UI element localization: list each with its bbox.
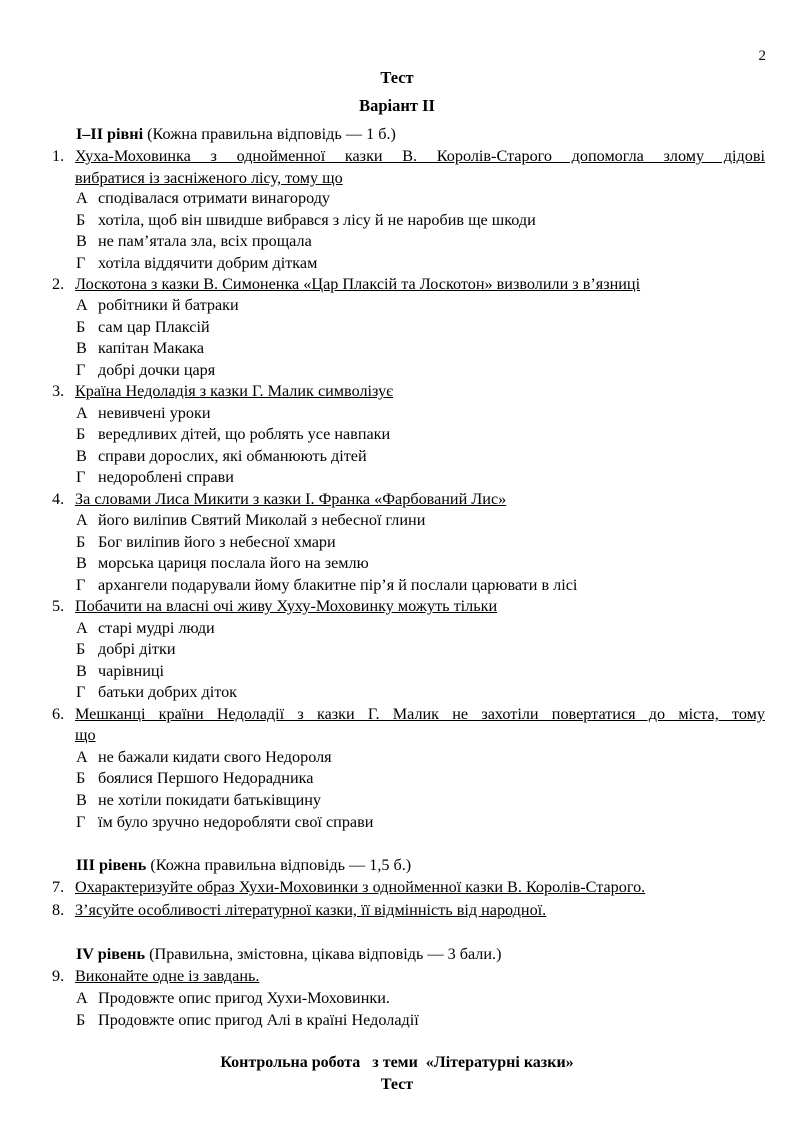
- question-text-continued: вибратися із засніженого лісу, тому що: [75, 169, 343, 187]
- section-heading: Контрольна робота з теми «Літературні казки»: [220, 1054, 574, 1071]
- option-letter: А: [76, 296, 88, 314]
- option-letter: Б: [76, 640, 86, 658]
- option-text: капітан Макака: [98, 339, 205, 357]
- option: [76, 447, 367, 466]
- question-text: Лоскотона з казки В. Симоненка «Цар Плаксій та Лоскотон» визволили з в’язниці: [75, 275, 641, 293]
- option-text: сам цар Плаксій: [98, 318, 210, 336]
- question-text: Країна Недоладія з казки Г. Малик символізує: [75, 382, 394, 400]
- option-letter: Б: [76, 211, 86, 229]
- level-note: (Правильна, змістовна, цікава відповідь — 3 бали.): [145, 945, 502, 963]
- option-text: добрі дітки: [98, 640, 176, 658]
- option-letter: Г: [76, 576, 86, 594]
- level-heading-1-2: [76, 125, 396, 144]
- option: [76, 769, 313, 788]
- option: [76, 189, 330, 208]
- question-text: Мешканці країни Недоладії з казки Г. Малик не захотіли повертатися до міста, тому: [75, 705, 765, 723]
- option-text: архангели подарували йому блакитне пір’я й послали царювати в лісі: [98, 576, 578, 594]
- option-letter: В: [76, 232, 87, 250]
- option: [76, 748, 332, 767]
- option-letter: Г: [76, 361, 86, 379]
- option: [76, 989, 390, 1008]
- option: [76, 339, 204, 358]
- level-note: (Кожна правильна відповідь — 1,5 б.): [146, 856, 412, 874]
- option-letter: Г: [76, 254, 86, 272]
- option-text: не бажали кидати свого Недороля: [98, 748, 332, 766]
- option: [76, 232, 312, 251]
- option-text: вередливих дітей, що роблять усе навпаки: [98, 425, 391, 443]
- option: [76, 533, 336, 552]
- option-letter: В: [76, 447, 87, 465]
- option-letter: Г: [76, 683, 86, 701]
- question-number: 2.: [52, 275, 65, 293]
- option: [76, 813, 373, 832]
- level-heading-4: [76, 945, 502, 964]
- option-letter: Г: [76, 813, 86, 831]
- option-text: справи дорослих, які обманюють дітей: [98, 447, 367, 465]
- option-text: морська цариця послала його на землю: [98, 554, 369, 572]
- question-text-continued: що: [75, 726, 96, 744]
- option-text: старі мудрі люди: [98, 619, 215, 637]
- option: [76, 511, 425, 530]
- page-title: Тест: [380, 68, 414, 87]
- level-heading-3: [76, 856, 411, 875]
- option-letter: Б: [76, 769, 86, 787]
- option: [76, 361, 215, 380]
- option-text: хотіла, щоб він швидше вибрався з лісу й не наробив ще шкоди: [98, 211, 536, 229]
- option: [76, 683, 237, 702]
- option-letter: В: [76, 662, 87, 680]
- option-text: сподівалася отримати винагороду: [98, 189, 331, 207]
- level-note: (Кожна правильна відповідь — 1 б.): [143, 125, 396, 143]
- option-text: боялися Першого Недорадника: [98, 769, 314, 787]
- question-number: 8.: [52, 901, 65, 919]
- option-text: їм було зручно недоробляти свої справи: [98, 813, 374, 831]
- option-letter: Б: [76, 533, 86, 551]
- question-number: 9.: [52, 967, 65, 985]
- question-text: Хуха-Моховинка з однойменної казки В. Королів-Старого допомогла злому дідові: [75, 147, 765, 165]
- option-text: не пам’ятала зла, всіх прощала: [98, 232, 312, 250]
- option-letter: В: [76, 339, 87, 357]
- option: [76, 254, 317, 273]
- level-name: І–ІІ рівні: [76, 125, 144, 143]
- question-number: 7.: [52, 878, 65, 896]
- option-letter: А: [76, 619, 88, 637]
- option: [76, 404, 211, 423]
- option-text: недороблені справи: [98, 468, 234, 486]
- option-letter: А: [76, 989, 88, 1007]
- option: [76, 791, 321, 810]
- level-name: ІV рівень: [76, 945, 146, 963]
- option-letter: А: [76, 189, 88, 207]
- question-text: Охарактеризуйте образ Хухи-Моховинки з однойменної казки В. Королів-Старого.: [75, 878, 646, 896]
- option: [76, 1011, 419, 1030]
- option-text: Бог виліпив його з небесної хмари: [98, 533, 336, 551]
- option-text: робітники й батраки: [98, 296, 239, 314]
- question-text: Побачити на власні очі живу Хуху-Моховинку можуть тільки: [75, 597, 498, 615]
- section-subheading: Тест: [380, 1076, 414, 1093]
- option-text: чарівниці: [98, 662, 165, 680]
- option: [76, 296, 239, 315]
- option-text: Продовжте опис пригод Хухи-Моховинки.: [98, 989, 390, 1007]
- option-letter: А: [76, 748, 88, 766]
- option: [76, 318, 210, 337]
- option: [76, 662, 164, 681]
- option: [76, 640, 176, 659]
- option-letter: В: [76, 791, 87, 809]
- option: [76, 211, 536, 230]
- option-text: добрі дочки царя: [98, 361, 216, 379]
- question-number: 6.: [52, 705, 65, 723]
- option-letter: Б: [76, 318, 86, 336]
- option-letter: А: [76, 511, 88, 529]
- option-letter: В: [76, 554, 87, 572]
- option-text: батьки добрих діток: [98, 683, 238, 701]
- option-text: хотіла віддячити добрим діткам: [98, 254, 318, 272]
- option: [76, 425, 390, 444]
- page-number: 2: [758, 48, 766, 64]
- variant-title: Варіант ІІ: [359, 96, 435, 115]
- option-letter: А: [76, 404, 88, 422]
- option: [76, 554, 369, 573]
- option: [76, 619, 215, 638]
- question-number: 3.: [52, 382, 65, 400]
- option-letter: Б: [76, 1011, 86, 1029]
- question-text: Виконайте одне із завдань.: [75, 967, 260, 985]
- question-number: 4.: [52, 490, 65, 508]
- option-text: невивчені уроки: [98, 404, 211, 422]
- option-text: Продовжте опис пригод Алі в країні Недоладії: [98, 1011, 419, 1029]
- question-text: З’ясуйте особливості літературної казки, її відмінність від народної.: [75, 901, 547, 919]
- question-number: 5.: [52, 597, 65, 615]
- option: [76, 468, 234, 487]
- question-number: 1.: [52, 147, 65, 165]
- option-text: його виліпив Святий Миколай з небесної глини: [98, 511, 426, 529]
- option: [76, 576, 577, 595]
- option-letter: Б: [76, 425, 86, 443]
- option-letter: Г: [76, 468, 86, 486]
- option-text: не хотіли покидати батьківщину: [98, 791, 322, 809]
- question-text: За словами Лиса Микити з казки І. Франка «Фарбований Лис»: [75, 490, 507, 508]
- level-name: ІІІ рівень: [76, 856, 147, 874]
